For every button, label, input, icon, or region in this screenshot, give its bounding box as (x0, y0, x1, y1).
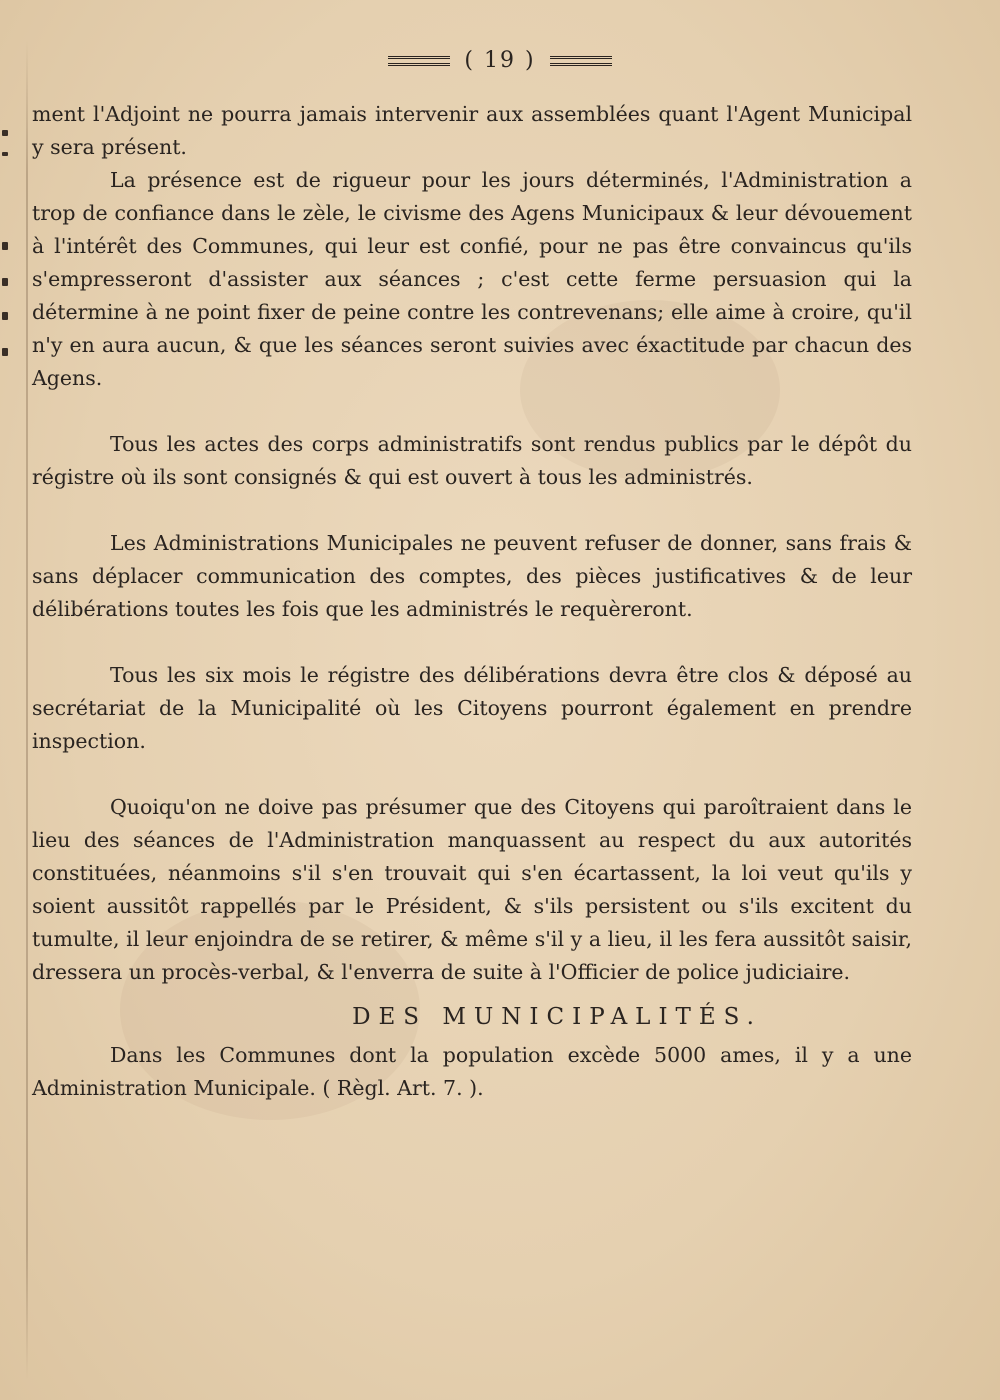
section-paragraph: Dans les Communes dont la population excède 5000 ames, il y a une Administration Municipale. ( Règl. Art. 7. ). (32, 1043, 912, 1100)
header-ornament-left (388, 56, 450, 66)
paragraph: Tous les actes des corps administratifs sont rendus publics par le dépôt du régistre où ils sont consignés & qui est ouvert à tous les administrés. (32, 432, 912, 489)
paragraph: Quoiqu'on ne doive pas présumer que des Citoyens qui paroîtraient dans le lieu des séances de l'Administration manquassent au respect du aux autorités constituées, néanmoins s'il s'en trouvait qui s'en écartassent, la loi veut qu'ils y soient aussitôt rappellés par le Président, & s'ils persistent ou s'ils excitent du tumulte, il leur enjoindra de se retirer, & même s'il y a lieu, il les fera aussitôt saisir, dressera un procès-verbal, & l'enverra de suite à l'Officier de police judiciaire. (32, 795, 912, 984)
page-number: ( 19 ) (464, 48, 536, 73)
section-heading: DES MUNICIPALITÉS. (352, 1004, 762, 1030)
header-ornament-right (550, 56, 612, 66)
paragraph: Les Administrations Municipales ne peuvent refuser de donner, sans frais & sans déplacer communication des comptes, des pièces justificatives & de leur délibérations toutes les fois que les administrés le requèreront. (32, 531, 912, 621)
paragraph: La présence est de rigueur pour les jours déterminés, l'Administration a trop de confiance dans le zèle, le civisme des Agens Municipaux & leur dévouement à l'intérêt des Communes, qui leur est confié, pour ne pas être convaincus qu'ils s'empresseront d'assister aux séances ; c'est cette ferme persuasion qui la détermine à ne point fixer de peine contre les contrevenans; elle aime à croire, qu'il n'y en aura aucun, & que les séances seront suivies avec éxactitude par chacun des Agens. (32, 168, 912, 390)
page-header (0, 48, 1000, 74)
paragraph: Tous les six mois le régistre des délibérations devra être clos & déposé au secrétariat de la Municipalité où les Citoyens pourront également en prendre inspection. (32, 663, 912, 753)
paragraph-continuation: ment l'Adjoint ne pourra jamais intervenir aux assemblées quant l'Agent Municipal y sera présent. (32, 102, 912, 159)
binding-edge (26, 40, 28, 1380)
page-body (32, 98, 912, 1105)
left-margin-marks (0, 120, 12, 370)
